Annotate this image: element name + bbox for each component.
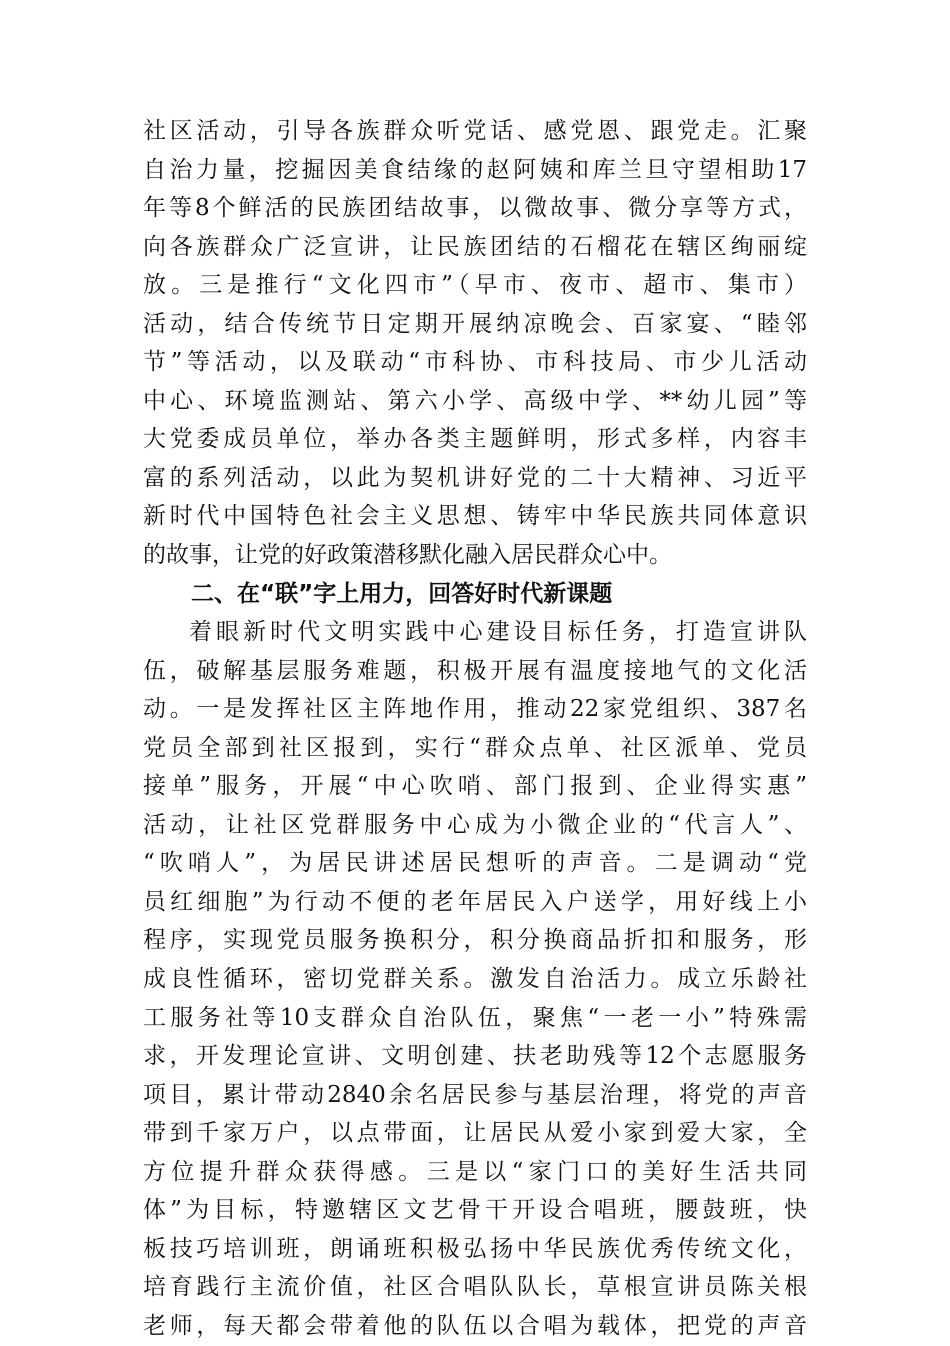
paragraph-line: 大党委成员单位，举办各类主题鲜明，形式多样，内容丰 <box>143 426 807 453</box>
paragraph-line: 方位提升群众获得感。三是以“家门口的美好生活共同 <box>143 1158 807 1185</box>
section-heading: 二、在“联”字上用力，回答好时代新课题 <box>191 580 613 607</box>
paragraph-line: 社区活动，引导各族群众听党话、感党恩、跟党走。汇聚 <box>143 118 807 144</box>
paragraph-line: 自治力量，挖掘因美食结缘的赵阿姨和库兰旦守望相助17 <box>143 156 807 183</box>
paragraph-line: 活动，结合传统节日定期开展纳凉晚会、百家宴、“睦邻 <box>143 310 807 337</box>
paragraph-line: “吹哨人”，为居民讲述居民想听的声音。二是调动“党 <box>143 850 807 877</box>
paragraph-line: 中心、环境监测站、第六小学、高级中学、**幼儿园”等 <box>143 387 807 414</box>
paragraph-line: 节”等活动，以及联动“市科协、市科技局、市少儿活动 <box>143 349 807 376</box>
document-body <box>143 112 807 1346</box>
paragraph-line: 富的系列活动，以此为契机讲好党的二十大精神、习近平 <box>143 464 807 491</box>
paragraph-line: 求，开发理论宣讲、文明创建、扶老助残等12个志愿服务 <box>143 1043 807 1070</box>
paragraph-line: 着眼新时代文明实践中心建设目标任务，打造宣讲队 <box>189 619 807 646</box>
paragraph-2 <box>143 613 807 1345</box>
paragraph-line: 活动，让社区党群服务中心成为小微企业的“代言人”、 <box>143 811 807 838</box>
paragraph-line: 党员全部到社区报到，实行“群众点单、社区派单、党员 <box>143 734 807 761</box>
paragraph-line: 老师，每天都会带着他的队伍以合唱为载体，把党的声音 <box>143 1312 807 1339</box>
paragraph-line: 新时代中国特色社会主义思想、铸牢中华民族共同体意识 <box>143 503 807 530</box>
paragraph-line: 工服务社等10支群众自治队伍，聚焦“一老一小”特殊需 <box>143 1004 807 1031</box>
paragraph-1 <box>143 112 807 575</box>
paragraph-line: 伍，破解基层服务难题，积极开展有温度接地气的文化活 <box>143 657 807 684</box>
paragraph-line: 员红细胞”为行动不便的老年居民入户送学，用好线上小 <box>143 888 807 915</box>
paragraph-line: 带到千家万户，以点带面，让居民从爱小家到爱大家，全 <box>143 1120 807 1147</box>
paragraph-line: 培育践行主流价值，社区合唱队队长，草根宣讲员陈关根 <box>143 1274 807 1301</box>
paragraph-line: 项目，累计带动2840余名居民参与基层治理，将党的声音 <box>143 1081 807 1108</box>
paragraph-line: 程序，实现党员服务换积分，积分换商品折扣和服务，形 <box>143 927 807 954</box>
paragraph-line: 动。一是发挥社区主阵地作用，推动22家党组织、387名 <box>143 696 807 723</box>
paragraph-line: 向各族群众广泛宣讲，让民族团结的石榴花在辖区绚丽绽 <box>143 233 807 260</box>
paragraph-line: 的故事，让党的好政策潜移默化融入居民群众心中。 <box>143 542 672 569</box>
paragraph-line: 年等8个鲜活的民族团结故事，以微故事、微分享等方式， <box>143 195 807 222</box>
paragraph-line: 接单”服务，开展“中心吹哨、部门报到、企业得实惠” <box>143 773 807 800</box>
paragraph-line: 板技巧培训班，朗诵班积极弘扬中华民族优秀传统文化， <box>143 1235 807 1262</box>
paragraph-line: 成良性循环，密切党群关系。激发自治活力。成立乐龄社 <box>143 966 807 993</box>
paragraph-line: 体”为目标，特邀辖区文艺骨干开设合唱班，腰鼓班，快 <box>143 1197 807 1224</box>
paragraph-line: 放。三是推行“文化四市”（早市、夜市、超市、集市） <box>143 272 807 299</box>
